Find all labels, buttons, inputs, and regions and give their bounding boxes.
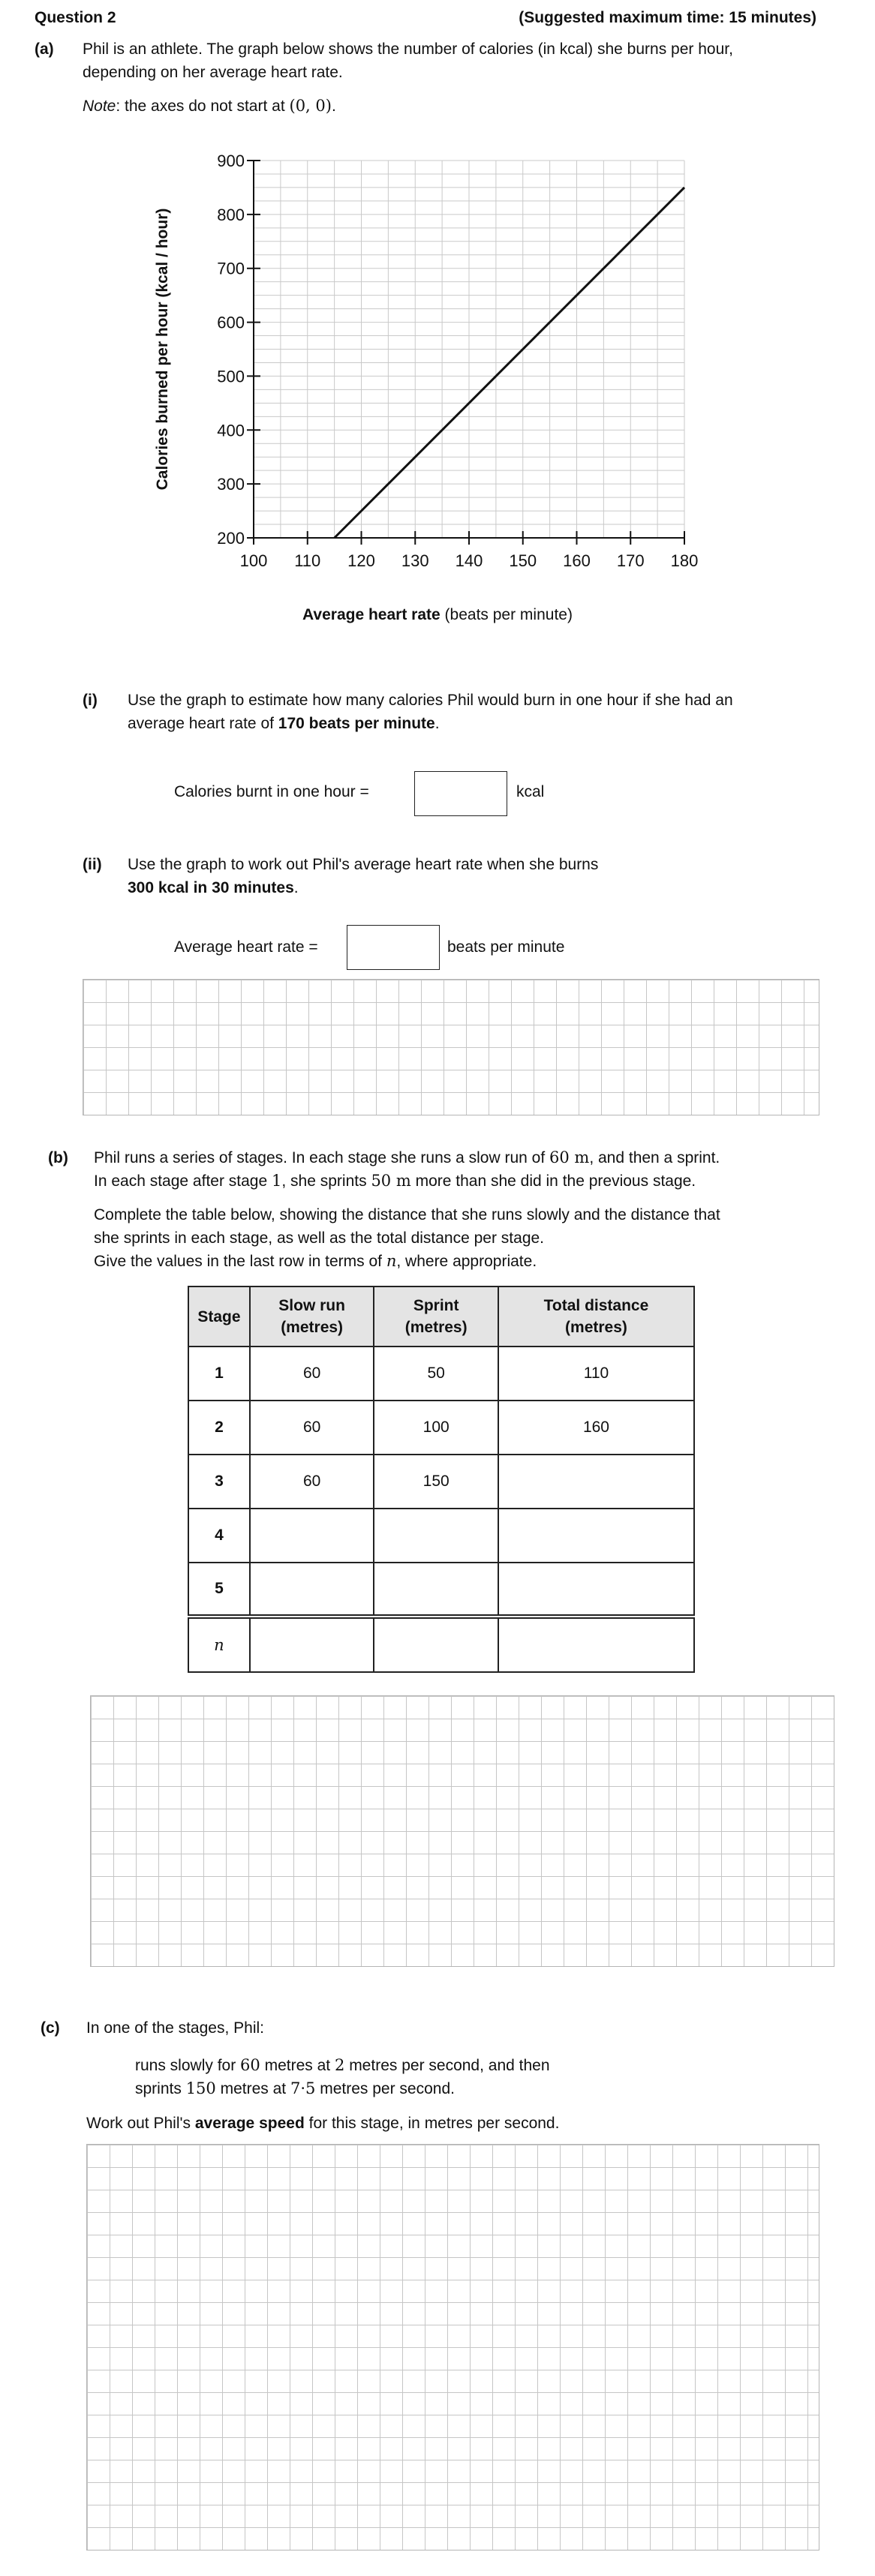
part-b-line5-end: , where appropriate. [396,1253,537,1270]
part-a-ii-line2-end: . [293,879,299,896]
header-slow-run [250,1286,374,1347]
part-c-sprint-speed: 7·5 [290,2079,316,2097]
part-b-line2-mid: , she sprints [281,1172,371,1190]
part-a-ii-kcal: 300 kcal in 30 minutes [128,879,294,896]
part-b-line4: she sprints in each stage, as well as the total distance per stage. [94,1229,545,1247]
y-tick-label: 200 [217,529,245,548]
header-sprint-text: Sprint [413,1297,459,1314]
x-tick-label: 140 [455,551,483,570]
part-b-line1 [94,1146,720,1169]
working-grid-b[interactable] [90,1695,834,1967]
y-tick-label: 800 [217,205,245,224]
header-total-text: Total distance [543,1297,649,1314]
part-b-line3: Complete the table below, showing the distance that she runs slowly and the distance that [94,1206,720,1223]
part-c-slow-speed: 2 [334,2056,345,2074]
slow-run-cell[interactable] [250,1509,374,1563]
x-tick-label: 180 [670,551,699,570]
table-row [188,1455,694,1509]
note-math: (0, 0) [289,97,332,115]
table-row [188,1347,694,1401]
table-header-row [188,1286,694,1347]
part-a-ii-label: (ii) [83,856,102,873]
part-a-i-label: (i) [83,692,98,709]
part-a-intro-line1: Phil is an athlete. The graph below shows the number of calories (in kcal) she burns per hour, [83,41,733,58]
part-b-line2-text: In each stage after stage [94,1172,272,1190]
working-grid-a[interactable] [83,979,819,1115]
slow-run-cell: 60 [250,1347,374,1401]
part-c-slow-distance: 60 [240,2056,260,2074]
stage-cell: 5 [188,1563,250,1617]
header-stage-text: Stage [197,1308,241,1326]
y-tick-label: 600 [217,313,245,332]
stage-cell: 4 [188,1509,250,1563]
slow-run-cell[interactable] [250,1617,374,1672]
header-sprint [374,1286,498,1347]
heart-rate-answer-unit: beats per minute [447,938,565,956]
note-end: . [331,98,336,115]
part-b-line2 [94,1169,696,1193]
x-tick-label: 160 [563,551,591,570]
table-row [188,1509,694,1563]
part-c-bullet2-text: sprints [135,2080,186,2097]
part-c-task-end: for this stage, in metres per second. [304,2115,560,2132]
header-sprint-unit: (metres) [404,1319,468,1336]
part-b-label: (b) [48,1149,68,1166]
part-c-bullet1-mid: metres at [260,2057,335,2074]
part-b-line5-text: Give the values in the last row in terms of [94,1253,386,1270]
part-a-i-line1: Use the graph to estimate how many calories Phil would burn in one hour if she had an [128,692,733,709]
note-label: Note [83,98,116,115]
calories-answer-box[interactable] [414,771,507,816]
sprint-cell: 50 [374,1347,498,1401]
part-c-sprint-distance: 150 [185,2079,216,2097]
x-tick-label: 150 [509,551,537,570]
stage-cell: 3 [188,1455,250,1509]
sprint-cell[interactable] [374,1617,498,1672]
heart-rate-answer-box[interactable] [347,925,440,970]
total-cell: 160 [498,1401,694,1455]
part-a-intro-line2: depending on her average heart rate. [83,64,343,81]
stage-cell: 2 [188,1401,250,1455]
part-c-task-text: Work out Phil's [86,2115,195,2132]
part-c-bullet2-end: metres per second. [315,2080,455,2097]
part-c-bullet1 [135,2054,550,2077]
header-stage [188,1286,250,1347]
heart-rate-answer-label: Average heart rate = [174,938,318,956]
x-tick-label: 170 [616,551,645,570]
part-a-ii-line1: Use the graph to work out Phil's average heart rate when she burns [128,856,599,873]
part-c-bullet1-text: runs slowly for [135,2057,241,2074]
part-b-stage-one: 1 [272,1172,282,1190]
heart-rate-calorie-graph [0,135,875,645]
total-cell[interactable] [498,1617,694,1672]
sprint-cell: 150 [374,1455,498,1509]
table-row-n [188,1617,694,1672]
y-tick-label: 400 [217,421,245,440]
part-b-line5 [94,1250,537,1273]
slow-run-cell: 60 [250,1455,374,1509]
stage-cell: 1 [188,1347,250,1401]
total-cell: 110 [498,1347,694,1401]
part-a-ii-line2 [128,876,299,899]
sprint-cell: 100 [374,1401,498,1455]
total-cell[interactable] [498,1563,694,1617]
header-slow-run-unit: (metres) [281,1319,344,1336]
part-c-bullet2-mid: metres at [215,2080,290,2097]
part-c-intro: In one of the stages, Phil: [86,2019,264,2037]
y-tick-label: 300 [217,475,245,494]
part-c-bullet2 [135,2077,455,2100]
question-title: Question 2 [35,9,116,26]
sprint-cell[interactable] [374,1509,498,1563]
x-tick-label: 110 [294,551,321,570]
part-c-task [86,2112,559,2135]
x-axis-label-unit: (beats per minute) [440,606,573,623]
part-a-i-line2-end: . [434,715,440,732]
stages-table [188,1286,695,1673]
part-a-i-line2-text: average heart rate of [128,715,278,732]
x-tick-label: 120 [347,551,375,570]
part-b-line2-end: more than she did in the previous stage. [410,1172,696,1190]
x-axis-label: Average heart rate [302,606,441,623]
stage-cell-n: n [188,1617,250,1672]
slow-run-cell: 60 [250,1401,374,1455]
part-b-slow-distance: 60 m [549,1148,590,1166]
part-c-average-speed: average speed [194,2115,305,2132]
y-tick-label: 900 [217,152,245,170]
y-tick-label: 700 [217,259,245,278]
part-a-note [83,95,336,118]
part-b-sprint-increase: 50 m [371,1172,411,1190]
x-tick-label: 100 [239,551,268,570]
table-row [188,1401,694,1455]
slow-run-cell[interactable] [250,1563,374,1617]
calories-answer-unit: kcal [516,783,545,800]
part-b-line1-text: Phil runs a series of stages. In each stage she runs a slow run of [94,1149,549,1166]
x-axis-title [0,603,875,626]
calories-answer-label: Calories burnt in one hour = [174,783,369,800]
part-c-label: (c) [41,2019,60,2037]
part-b-variable-n: n [386,1252,397,1270]
header-total-unit: (metres) [565,1319,627,1336]
x-tick-label: 130 [401,551,429,570]
part-a-i-line2 [128,712,440,735]
total-cell[interactable] [498,1455,694,1509]
total-cell[interactable] [498,1509,694,1563]
sprint-cell[interactable] [374,1563,498,1617]
header-slow-run-text: Slow run [278,1297,345,1314]
table-row [188,1563,694,1617]
working-grid-c[interactable] [86,2144,819,2550]
header-total-distance [498,1286,694,1347]
note-text: : the axes do not start at [116,98,290,115]
part-c-bullet1-end: metres per second, and then [344,2057,550,2074]
y-tick-label: 500 [217,367,245,386]
part-b-line1-end: , and then a sprint. [589,1149,720,1166]
y-axis-label: Calories burned per hour (kcal / hour) [154,208,171,491]
part-a-i-heart-rate: 170 beats per minute [278,715,435,732]
part-a-label: (a) [35,41,54,58]
suggested-time: (Suggested maximum time: 15 minutes) [519,9,816,26]
